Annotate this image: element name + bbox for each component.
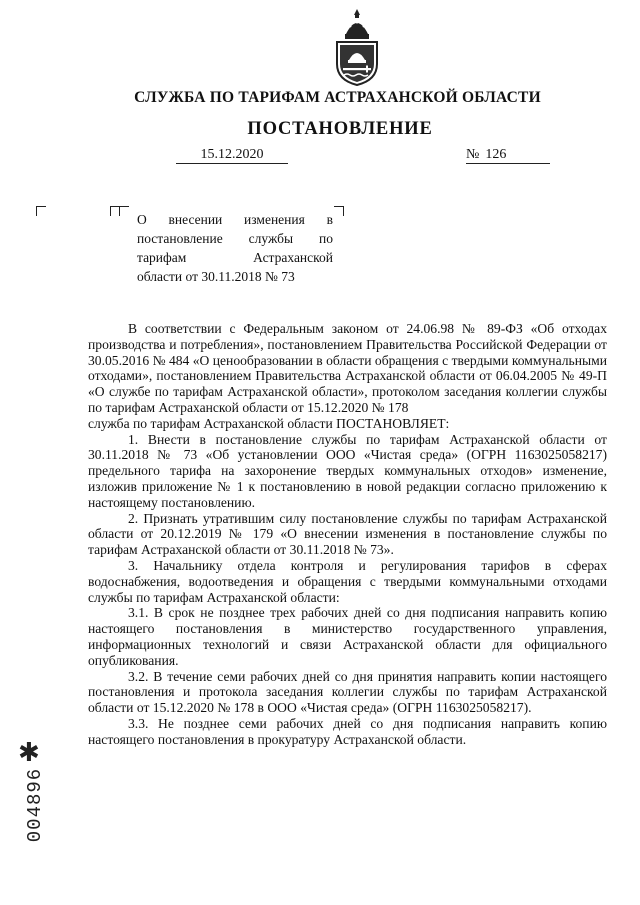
bracket-corner: [36, 206, 46, 216]
clause-3: 3. Начальнику отдела контроля и регулирования тарифов в сферах водоснабжения, водоотведения и обращения с твердыми коммунальными отходами службы по тарифам Астраханской области:: [88, 557, 607, 605]
clause-1: 1. Внести в постановление службы по тарифам Астраханской области от 30.11.2018 № 73 «Об установлении ООО «Чистая среда» (ОГРН 1163025058217) предельного тарифа на захоронение твердых коммунальных отходов» изменение, изложив приложение № 1 к постановлению в новой редакции согласно приложению к настоящему постановлению.: [88, 431, 607, 510]
clause-2: 2. Признать утратившим силу постановление службы по тарифам Астраханской области от 20.12.2019 № 179 «О внесении изменения в постановление службы по тарифам Астраханской области от 30.11.2018 № 73».: [88, 510, 607, 558]
bracket-corner: [334, 206, 344, 216]
subject-line: О внесении изменения в: [137, 212, 333, 227]
margin-serial-stamp: [18, 738, 52, 876]
subject-line: постановление службы по: [137, 231, 333, 246]
preamble-paragraph: В соответствии с Федеральным законом от 24.06.98 № 89-ФЗ «Об отходах производства и потребления», постановлением Правительства Российской Федерации от 30.05.2016 № 484 «О ценообразовании в области обращения с твердыми коммунальными отходами», постановлением Правительства Астраханской области от 06.04.2005 № 49-П «О службе по тарифам Астраханской области», протоколом заседания коллегии службы по тарифам Астраханской области от 15.12.2020 № 178: [88, 321, 607, 415]
subject-line: тарифам Астраханской: [137, 250, 333, 265]
number-sign: №: [466, 147, 480, 162]
document-date: 15.12.2020: [176, 146, 288, 164]
document-body: [88, 321, 607, 748]
document-number: [466, 146, 550, 164]
subject-line-last: области от 30.11.2018 № 73: [137, 269, 295, 284]
clause-3-1: 3.1. В срок не позднее трех рабочих дней со дня подписания направить копию настоящего постановления в министерство государственного управления, информационных технологий и связи Астраханской области для официального опубликования.: [88, 605, 607, 668]
number-value: 126: [485, 147, 507, 162]
serial-number: 004896: [24, 767, 46, 843]
subject-heading: [137, 210, 333, 267]
clause-3-3: 3.3. Не позднее семи рабочих дней со дня подписания направить копию настоящего постановления в прокуратуру Астраханской области.: [88, 715, 607, 747]
document-type-title: ПОСТАНОВЛЕНИЕ: [247, 119, 433, 139]
astrakhan-coat-of-arms-icon: [330, 8, 384, 86]
clause-3-2: 3.2. В течение семи рабочих дней со дня принятия направить копии настоящего постановления и протокола заседания коллегии службы по тарифам Астраханской области от 15.12.2020 № 178 в ООО «Чистая среда» (ОГРН 1163025058217).: [88, 668, 607, 716]
agency-name: СЛУЖБА ПО ТАРИФАМ АСТРАХАНСКОЙ ОБЛАСТИ: [134, 89, 541, 106]
bracket-corner: [119, 206, 129, 216]
star-icon: ✱: [18, 738, 40, 768]
resolve-line: служба по тарифам Астраханской области ПОСТАНОВЛЯЕТ:: [88, 415, 450, 431]
